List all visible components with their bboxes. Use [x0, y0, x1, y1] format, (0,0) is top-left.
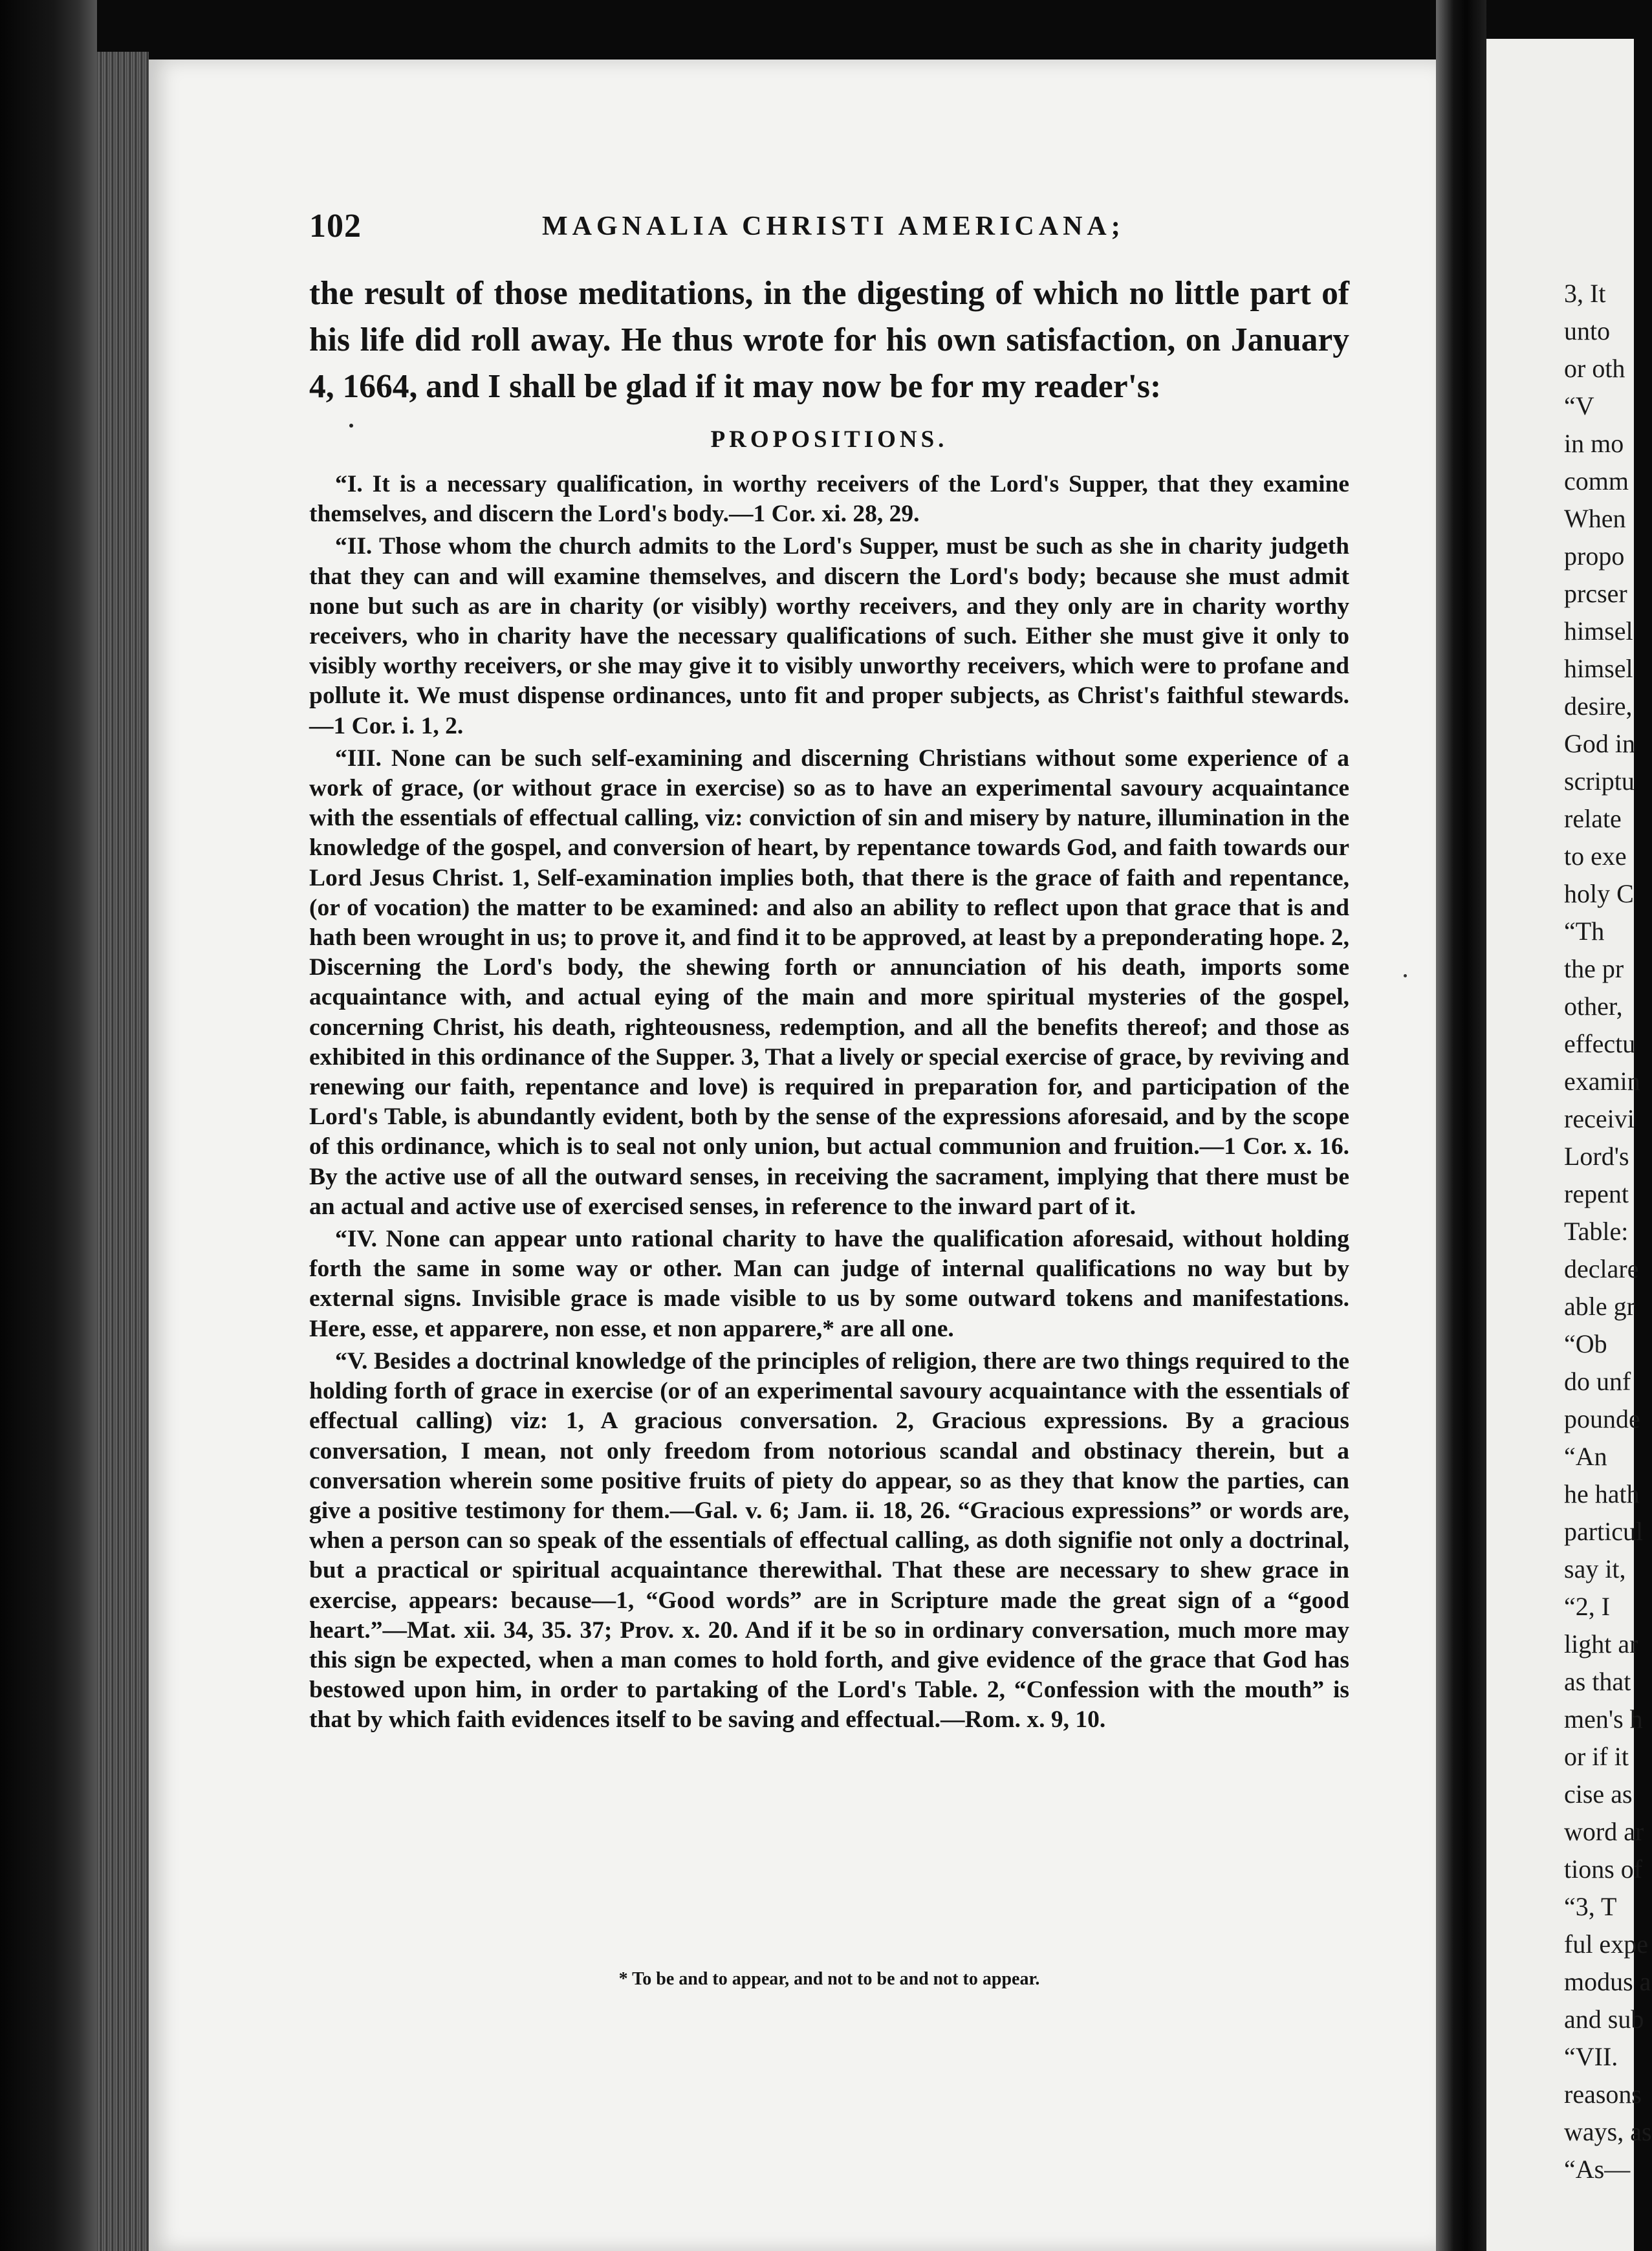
neighbor-line: relate	[1564, 804, 1622, 833]
section-heading: PROPOSITIONS.	[710, 426, 948, 453]
neighbor-line: God in	[1564, 729, 1635, 758]
neighbor-line: modus a	[1564, 1967, 1651, 1996]
neighbor-line: cise as	[1564, 1779, 1633, 1809]
footnote: * To be and to appear, and not to be and not to appear.	[618, 1969, 1040, 1989]
neighbor-line: When	[1564, 504, 1626, 533]
neighbor-line: receivi	[1564, 1104, 1635, 1133]
neighbor-line: effectu	[1564, 1029, 1636, 1058]
neighbor-line: himsel	[1564, 616, 1633, 646]
neighbor-line: desire,	[1564, 691, 1633, 721]
running-head	[309, 207, 1351, 246]
neighbor-line: scriptu	[1564, 767, 1635, 796]
neighbor-line: or if it	[1564, 1742, 1629, 1771]
page-number: 102	[309, 208, 362, 245]
neighbor-line: he hath	[1564, 1479, 1640, 1508]
neighbor-line: the pr	[1564, 954, 1624, 983]
ink-speck	[1404, 974, 1407, 977]
neighbor-line: or oth	[1564, 354, 1625, 383]
proposition-5: “V. Besides a doctrinal knowledge of the principles of religion, there are two things required to the holding forth of grace in exercise (or of an experimental savoury acquaintance with the essentials of effectual calling) viz: 1, A gracious conversation. 2, Gracious expressions. By a gracious conversation, I mean, not only freedom from notorious scandal and obstinacy therein, but a conversation wherein some positive fruits of piety do appear, so as they that know the parties, can give a positive testimony for them.—Gal. v. 6; Jam. ii. 18, 26. “Gracious expressions” or words are, when a person can so speak of the essentials of effectual calling, as doth signifie not only a doctrinal, but a practical or spiritual acquaintance therewithal. That these are necessary to shew grace in exercise, appears: because—1, “Good words” are in Scripture made the great sign of a “good heart.”—Mat. xii. 34, 35. 37; Prov. x. 20. And if it be so in ordinary conversation, much more may this sign be expected, when a man comes to hold forth, and give evidence of the grace that God has bestowed upon him, in order to partaking of the Lord's Table. 2, “Confession with the mouth” is that by which faith evidences itself to be saving and effectual.—Rom. x. 9, 10.	[309, 1347, 1349, 1734]
neighbor-line: tions of	[1564, 1854, 1643, 1884]
neighbor-line: to exe	[1564, 842, 1627, 871]
proposition-3: “III. None can be such self-examining and discerning Christians without some experience of a work of grace, (or without grace in exercise) so as to have an experimental savoury acquaintance with the essentials of effectual calling, viz: conviction of sin and misery by nature, illumination in the knowledge of the gospel, and conversion of heart, by repentance towards God, and faith towards our Lord Jesus Christ. 1, Self-examination implies both, that there is the grace of faith and repentance, (or of vocation) the matter to be examined: and also an ability to reflect upon that grace that is and hath been wrought in us; to prove it, and find it to be approved, at least by a preponderating hope. 2, Discerning the Lord's body, the shewing forth or annunciation of his death, imports some acquaintance with, and actual eying of the main and more spiritual mysteries of the gospel, concerning Christ, his death, righteousness, redemption, and all the benefits thereof; and those as exhibited in this ordinance of the Supper. 3, That a lively or special exercise of grace, by reviving and renewing our faith, repentance and love) is required in preparation for, and participation of the Lord's Table, is abundantly evident, both by the sense of the expressions aforesaid, and by the scope of this ordinance, which is to seal not only union, but actual communion and fruition.—1 Cor. x. 16. By the active use of all the outward senses, in receiving the sacrament, implying that there must be an actual and active use of exercised senses, in reference to the inward part of it.	[309, 745, 1349, 1220]
neighbor-line: “Th	[1564, 917, 1605, 946]
neighbor-page	[1486, 39, 1652, 2251]
neighbor-line: “V	[1564, 391, 1594, 420]
neighbor-line: “As—	[1564, 2155, 1631, 2184]
neighbor-line: Table:	[1564, 1217, 1629, 1246]
neighbor-line: comm	[1564, 466, 1629, 495]
neighbor-line: particul	[1564, 1517, 1644, 1546]
neighbor-line: examin	[1564, 1067, 1640, 1096]
neighbor-line: unto	[1564, 316, 1611, 345]
page-stack-edge	[97, 52, 149, 2251]
neighbor-line: men's h	[1564, 1704, 1643, 1734]
lead-paragraph-block	[309, 270, 1349, 410]
neighbor-line: himsel	[1564, 654, 1633, 683]
neighbor-line: do unf	[1564, 1367, 1631, 1396]
neighbor-line: ful expe	[1564, 1930, 1648, 1959]
neighbor-line: “An	[1564, 1442, 1607, 1471]
neighbor-line: word ar	[1564, 1817, 1644, 1846]
neighbor-line: as that	[1564, 1667, 1631, 1696]
neighbor-line: repent	[1564, 1179, 1629, 1208]
neighbor-line: “VII.	[1564, 2042, 1618, 2071]
propositions-list	[309, 470, 1349, 1738]
neighbor-line: light ar	[1564, 1629, 1638, 1658]
neighbor-line: in mo	[1564, 429, 1624, 458]
book-binding-edge	[0, 0, 97, 2251]
neighbor-line: “3, T	[1564, 1892, 1617, 1921]
lead-paragraph: the result of those meditations, in the digesting of which no little part of his life did roll away. He thus wrote for his own satisfaction, on January 4, 1664, and I shall be glad if it may now be for my reader's:	[309, 275, 1349, 405]
neighbor-line: Lord's	[1564, 1142, 1629, 1171]
running-title: MAGNALIA CHRISTI AMERICANA;	[542, 212, 1125, 241]
proposition-4: “IV. None can appear unto rational charity to have the qualification aforesaid, without holding forth the same in some way or other. Man can judge of internal qualifications no way but by external signs. Invisible grace is made visible to us by some outward tokens and manifestations. Here, esse, et apparere, non esse, et non apparere,* are all one.	[309, 1226, 1349, 1342]
book-gutter	[1436, 0, 1486, 2251]
neighbor-line: prcser	[1564, 579, 1627, 608]
neighbor-line: “Ob	[1564, 1329, 1607, 1358]
neighbor-line: reasons	[1564, 2080, 1642, 2109]
neighbor-line: pounde	[1564, 1404, 1640, 1433]
neighbor-line: say it,	[1564, 1554, 1626, 1583]
proposition-1: “I. It is a necessary qualification, in worthy receivers of the Lord's Supper, that they examine themselves, and discern the Lord's body.—1 Cor. xi. 28, 29.	[309, 471, 1349, 528]
neighbor-line: and sub	[1564, 2005, 1644, 2034]
neighbor-line: holy C	[1564, 879, 1634, 908]
neighbor-line: ways, as	[1564, 2117, 1652, 2146]
neighbor-line: declare	[1564, 1254, 1639, 1283]
neighbor-line: “2, I	[1564, 1592, 1611, 1621]
neighbor-line: 3, It	[1564, 279, 1606, 308]
neighbor-line: propo	[1564, 541, 1625, 571]
proposition-2: “II. Those whom the church admits to the Lord's Supper, must be such as she in charity judgeth that they can and will examine themselves, and discern the Lord's body; because she must admit none but such as are in charity (or visibly) worthy receivers, and they only are in charity worthy receivers, who in charity have the necessary qualifications of such. Either she must give it only to visibly worthy receivers, or she may give it to visibly unworthy receivers, which were to profane and pollute it. We must dispense ordinances, unto fit and proper subjects, as Christ's faithful stewards.—1 Cor. i. 1, 2.	[309, 533, 1349, 739]
neighbor-line: other,	[1564, 992, 1623, 1021]
neighbor-line: able gr	[1564, 1292, 1635, 1321]
